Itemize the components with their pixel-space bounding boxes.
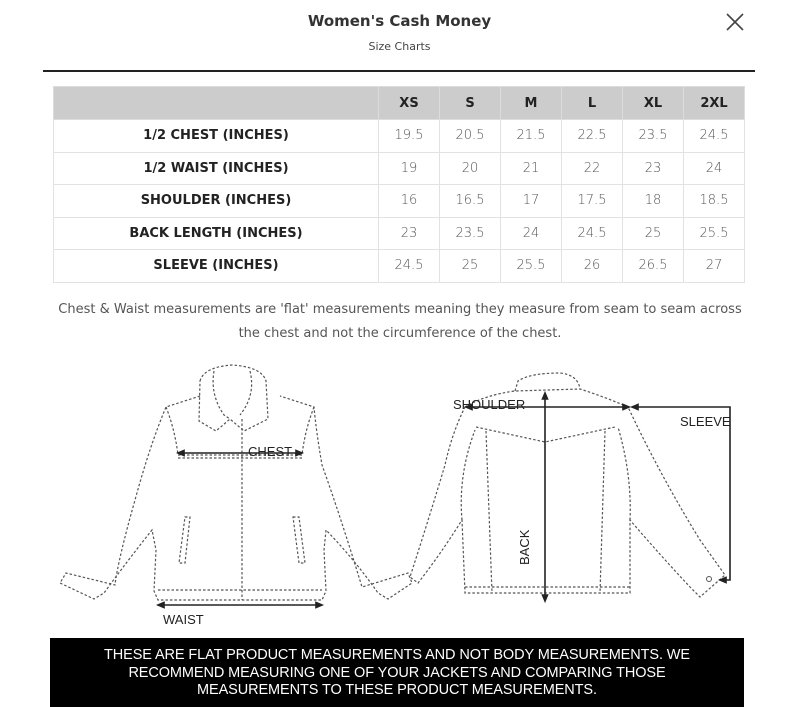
table-row [54,217,745,250]
row-label: BACK LENGTH (INCHES) [54,217,379,250]
chest-label: CHEST [248,444,293,459]
table-cell: 18 [623,185,684,218]
table-cell: 19 [379,152,440,185]
table-header-row [54,87,745,120]
table-cell: 20.5 [440,120,501,153]
back-collar [515,373,580,391]
page-subtitle: Size Charts [368,40,431,53]
table-cell: 16 [379,185,440,218]
table-cell: 24.5 [684,120,745,153]
table-cell: 24 [684,152,745,185]
shoulder-label: SHOULDER [453,397,526,412]
table-cell: 20 [440,152,501,185]
table-cell: 21 [501,152,562,185]
row-label: SHOULDER (INCHES) [54,185,379,218]
column-header-blank [54,87,379,120]
back-body [410,389,725,597]
banner-line-2: RECOMMEND MEASURING ONE OF YOUR JACKETS AND COMPARING THOSE [128,664,666,681]
table-row [54,185,745,218]
measurement-note: Chest & Waist measurements are 'flat' measurements meaning they measure from seam to seam across the chest and not the circumference of the chest. [58,302,742,341]
table-cell: 23 [379,217,440,250]
table-cell: 22.5 [562,120,623,153]
page-title: Women's Cash Money [307,12,492,30]
size-chart-table [53,86,745,283]
column-header-l: L [562,87,623,120]
banner-line-1: THESE ARE FLAT PRODUCT MEASUREMENTS AND NOT BODY MEASUREMENTS. WE [104,647,690,663]
jacket-illustration [0,355,799,630]
table-cell: 23 [623,152,684,185]
table-cell: 22 [562,152,623,185]
table-cell: 23.5 [623,120,684,153]
row-label: SLEEVE (INCHES) [54,250,379,283]
table-cell: 24.5 [562,217,623,250]
sleeve-label: SLEEVE [680,414,731,429]
column-header-s: S [440,87,501,120]
close-button[interactable] [724,11,746,33]
table-cell: 16.5 [440,185,501,218]
table-cell: 24 [501,217,562,250]
table-cell: 17 [501,185,562,218]
table-cell: 26.5 [623,250,684,283]
table-cell: 25.5 [684,217,745,250]
row-label: 1/2 CHEST (INCHES) [54,120,379,153]
front-collar [199,365,268,431]
table-row [54,152,745,185]
table-cell: 25 [623,217,684,250]
header-divider [43,70,755,72]
table-cell: 23.5 [440,217,501,250]
table-cell: 26 [562,250,623,283]
table-cell: 25.5 [501,250,562,283]
table-cell: 21.5 [501,120,562,153]
column-header-m: M [501,87,562,120]
flat-measurement-banner [50,638,744,707]
table-cell: 27 [684,250,745,283]
table-cell: 25 [440,250,501,283]
table-cell: 17.5 [562,185,623,218]
table-row [54,120,745,153]
table-cell: 18.5 [684,185,745,218]
table-cell: 19.5 [379,120,440,153]
front-body [60,396,412,600]
waist-label: WAIST [163,612,204,627]
table-row [54,250,745,283]
row-label: 1/2 WAIST (INCHES) [54,152,379,185]
table-cell: 24.5 [379,250,440,283]
column-header-xl: XL [623,87,684,120]
back-label: BACK [517,529,532,565]
measurement-diagram [0,355,799,630]
close-x-icon [724,11,746,33]
column-header-2xl: 2XL [684,87,745,120]
column-header-xs: XS [379,87,440,120]
banner-line-3: MEASUREMENTS TO THESE PRODUCT MEASUREMENTS. [197,682,597,698]
